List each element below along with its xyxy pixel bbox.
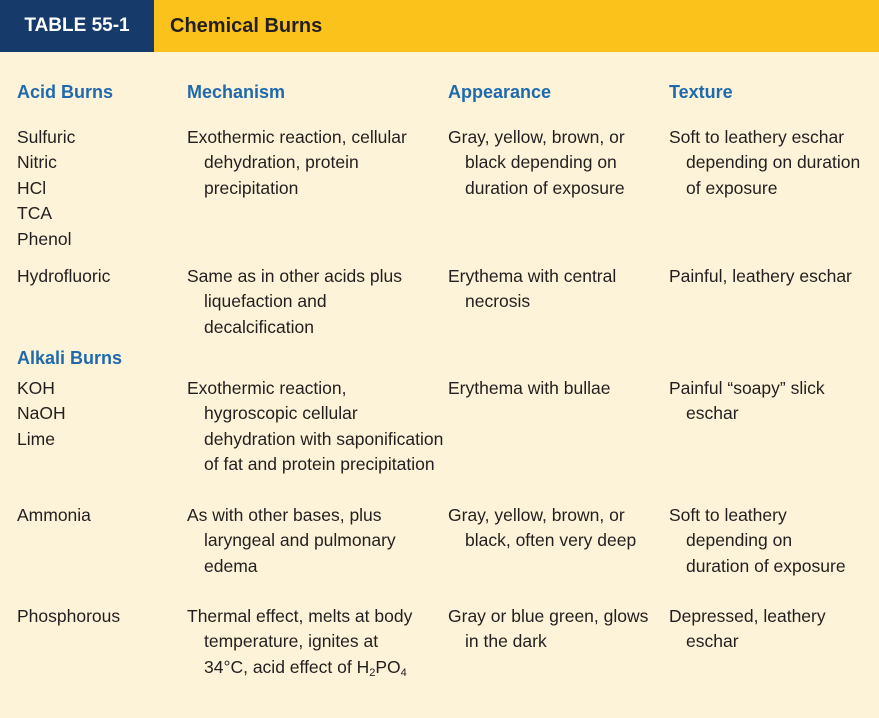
agent-name: Phenol	[17, 228, 72, 249]
table-row-agents	[17, 376, 177, 452]
appearance-cell: Gray, yellow, brown, or black depending on duration of exposure	[448, 127, 625, 198]
section-heading-alkali-burns: Alkali Burns	[17, 348, 123, 368]
agent-name: Ammonia	[17, 505, 91, 525]
texture-cell: Soft to leathery eschar depending on duration of exposure	[669, 127, 861, 198]
table-number: TABLE 55-1	[0, 0, 154, 52]
mechanism-cell: Same as in other acids plus liquefaction and decalcification	[187, 266, 402, 337]
agent-name: KOH	[17, 378, 55, 398]
table-header-bar	[0, 0, 879, 52]
texture-cell: Painful “soapy” slick eschar	[669, 378, 825, 424]
agent-name: Hydrofluoric	[17, 266, 111, 286]
appearance-cell: Gray, yellow, brown, or black, often very deep	[448, 505, 637, 551]
agent-name: Sulfuric	[17, 127, 76, 147]
column-header-appearance: Appearance	[448, 82, 552, 102]
texture-cell: Depressed, leathery eschar	[669, 606, 826, 652]
table-title: Chemical Burns	[170, 15, 323, 37]
column-header-texture: Texture	[669, 82, 733, 102]
formula-element: PO	[375, 656, 401, 677]
table-row-agents	[17, 125, 177, 252]
appearance-cell: Erythema with bullae	[448, 378, 611, 398]
formula-subscript: 2	[369, 666, 376, 679]
agent-name: Lime	[17, 428, 55, 449]
texture-cell: Soft to leathery depending on duration of exposure	[669, 505, 846, 576]
texture-cell: Painful, leathery eschar	[669, 266, 852, 286]
table-row-agents	[17, 503, 177, 528]
agent-name: HCl	[17, 177, 47, 198]
column-header-acid-burns: Acid Burns	[17, 82, 114, 102]
formula-subscript: 4	[400, 666, 407, 679]
table-row-agents	[17, 604, 177, 629]
mechanism-cell: As with other bases, plus laryngeal and pulmonary edema	[187, 505, 396, 576]
column-header-mechanism: Mechanism	[187, 82, 286, 102]
agent-name: NaOH	[17, 403, 66, 424]
mechanism-cell	[187, 604, 414, 680]
formula-element: H	[356, 656, 370, 677]
agent-name: Phosphorous	[17, 606, 121, 626]
table-row-agents	[17, 264, 177, 289]
agent-name: Nitric	[17, 152, 57, 173]
mechanism-text: Thermal effect, melts at body temperature, ignites at 34°C, acid effect of	[187, 606, 413, 677]
appearance-cell: Gray or blue green, glows in the dark	[448, 606, 649, 652]
appearance-cell: Erythema with central necrosis	[448, 266, 617, 312]
mechanism-cell: Exothermic reaction, hygroscopic cellular dehydration with saponification of fat and protein precipitation	[187, 378, 444, 475]
mechanism-cell: Exothermic reaction, cellular dehydration, protein precipitation	[187, 127, 407, 198]
agent-name: TCA	[17, 203, 52, 224]
